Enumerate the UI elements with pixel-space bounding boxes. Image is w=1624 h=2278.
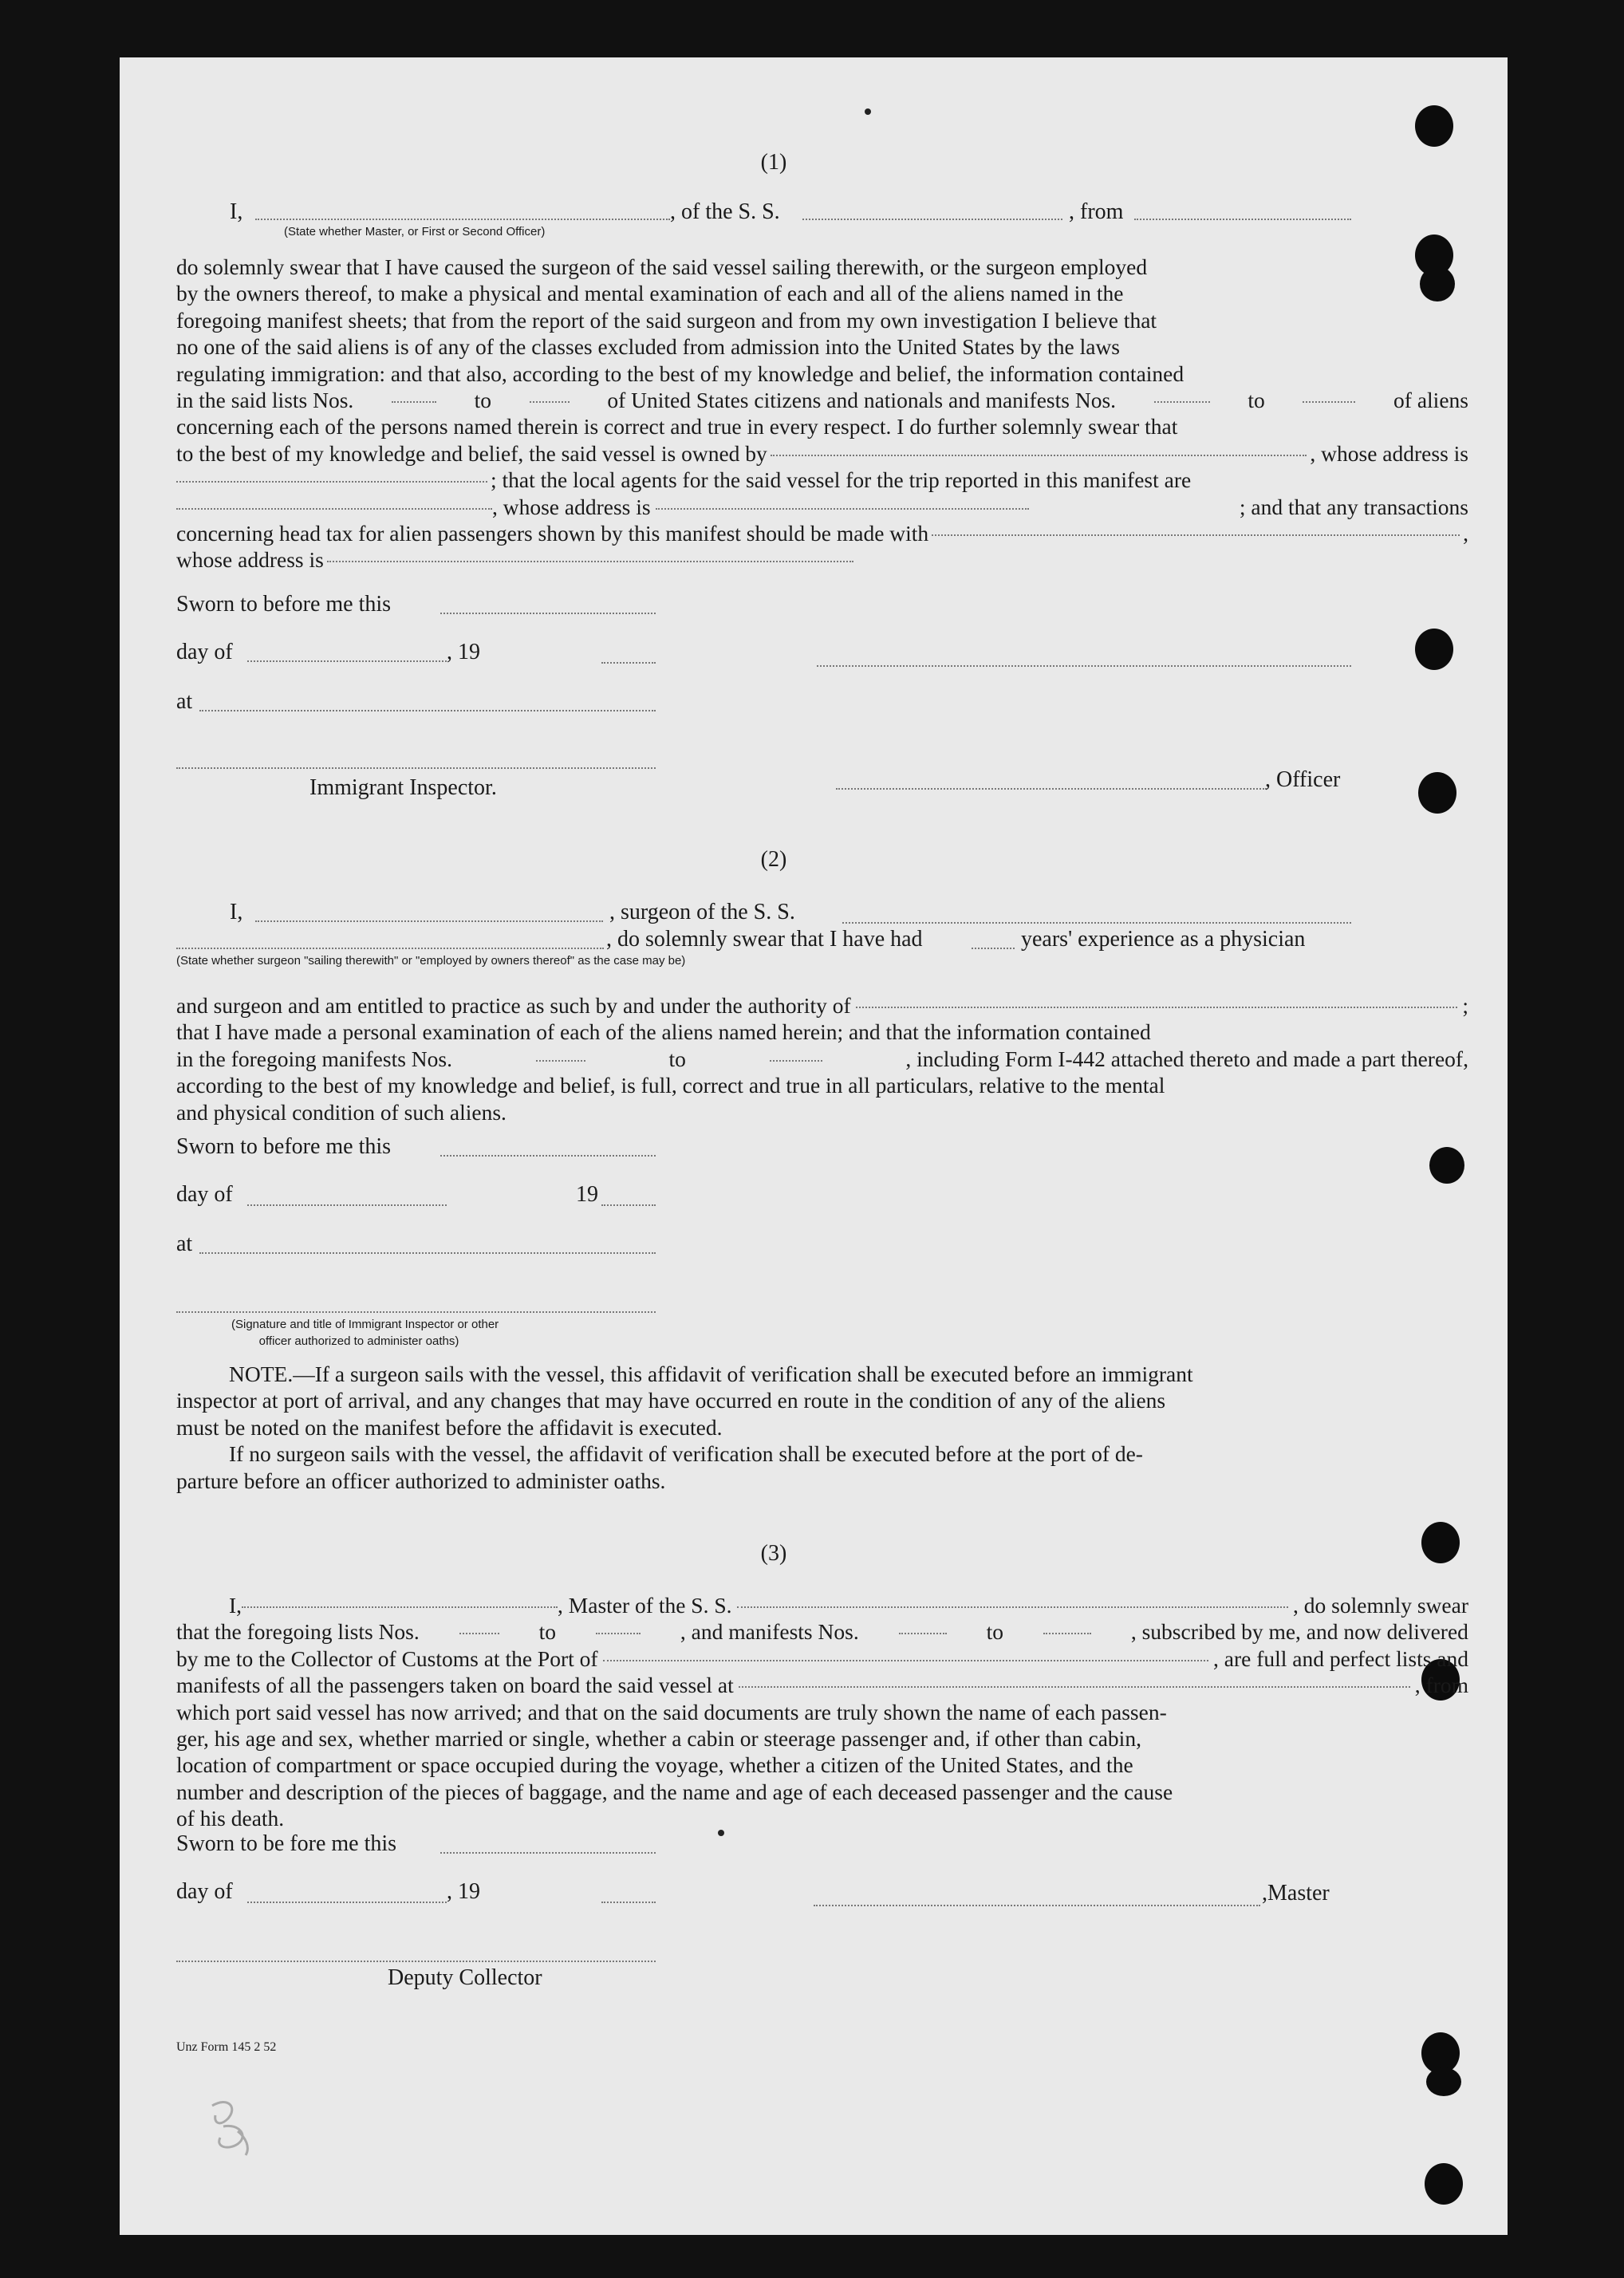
owner-address-field[interactable] [176, 467, 487, 483]
years-experience-label: years' experience as a physician [1021, 927, 1306, 952]
section-3-number: (3) [760, 1541, 787, 1566]
sworn-place-field-2[interactable] [199, 1252, 656, 1254]
punch-hole [1429, 1147, 1464, 1184]
head-tax-contact-field[interactable] [932, 520, 1460, 536]
form-page [120, 57, 1508, 2235]
ink-dot [865, 108, 871, 115]
surgeon-of-label: , surgeon of the S. S. [609, 900, 795, 924]
day-of-label-3: day of [176, 1879, 233, 1904]
sworn-day-field-2[interactable] [440, 1155, 656, 1157]
at-label: at [176, 689, 193, 714]
master-name-field[interactable] [242, 1592, 558, 1608]
of-the-ss-label: , of the S. S. [670, 199, 780, 224]
deputy-signature-field[interactable] [176, 1961, 656, 1962]
alien-manifest-to-field[interactable] [1303, 387, 1355, 403]
immigrant-inspector-caption: Immigrant Inspector. [309, 775, 497, 800]
section-2-oath-text: and surgeon and am entitled to practice as such by and under the authority of ; that I have made a personal examination of each of the aliens named herein; and that the information contained in the foregoing manifests Nos. to , including Form I-442 attached thereto and made a part thereof, according to the best of my knowledge and belief, is full, correct and true in all particulars, relative to the mental and physical condition of such aliens. [176, 993, 1468, 1125]
customs-port-field[interactable] [603, 1645, 1209, 1661]
sworn-year-field-2[interactable] [601, 1204, 656, 1206]
surgeon-status-note: (State whether surgeon "sailing therewith" or "employed by owners thereof" as the case may be) [176, 954, 686, 968]
master-label: ,Master [1262, 1881, 1330, 1906]
local-agents-field[interactable] [176, 494, 492, 510]
surgeon-ship-field[interactable] [842, 922, 1351, 924]
sworn-day-field[interactable] [440, 613, 656, 614]
surgeon-status-field[interactable] [176, 948, 604, 949]
sworn-before-label: Sworn to before me this [176, 592, 392, 617]
punch-hole [1418, 772, 1456, 814]
section-1-number: (1) [760, 150, 787, 175]
surgeon-manifest-from-field[interactable] [536, 1046, 585, 1062]
manifests-to-field[interactable] [1043, 1618, 1091, 1634]
manifests-from-field[interactable] [899, 1618, 947, 1634]
sworn-day-field-3[interactable] [440, 1852, 656, 1854]
lists-from-field[interactable] [459, 1618, 499, 1634]
section-1-oath-text: do solemnly swear that I have caused the surgeon of the said vessel sailing therewith, or the surgeon employed by the owners thereof, to make a physical and mental examination of each and all of the aliens named in the foregoing manifest sheets; that from the report of the said surgeon and from my own investigation I believe that no one of the said aliens is of any of the classes excluded from admission into the United States by the laws regulating immigration: and that also, according to the best of my knowledge and belief, the information contained in the said lists Nos. to of United States citizens and nationals and manifests Nos. to of aliens concerning each of the persons named therein is correct and true in every respect. I do further solemnly swear that to the best of my knowledge and belief, the said vessel is owned by , whose address is ; that the local agents for the said vessel for the trip reported in this manifest are , whose address is ; and that any transactions concerning head tax for alien passengers shown by this manifest should be made with , whose address is [176, 254, 1468, 573]
surgeon-swear-label: , do solemnly swear that I have had [606, 927, 923, 952]
officer-title-field[interactable] [836, 788, 1267, 790]
lists-to-field[interactable] [596, 1618, 641, 1634]
practice-authority-field[interactable] [856, 992, 1458, 1008]
day-of-label-2: day of [176, 1182, 233, 1207]
punch-hole [1415, 105, 1453, 147]
punch-hole [1425, 2163, 1463, 2205]
punch-hole [1426, 2067, 1461, 2096]
head-tax-address-field[interactable] [327, 546, 853, 562]
officer-i-label: I, [230, 199, 243, 224]
year-label-2: 19 [576, 1182, 598, 1207]
note-text: NOTE.—If a surgeon sails with the vessel, this affidavit of verification shall be executed before an immigrant inspector at port of arrival, and any changes that may have occurred en route in the condition of any of the aliens must be noted on the manifest before the affidavit is executed. If no surgeon sails with the vessel, the affidavit of verification shall be executed before at the port of de- parture before an officer authorized to administer oaths. [176, 1362, 1193, 1493]
citizen-list-from-field[interactable] [392, 387, 436, 403]
year-label: , 19 [447, 640, 480, 664]
years-experience-field[interactable] [972, 948, 1015, 949]
year-label-3: , 19 [447, 1879, 480, 1904]
sworn-month-field-3[interactable] [247, 1902, 447, 1903]
surgeon-i-label: I, [230, 900, 243, 924]
surgeon-manifest-to-field[interactable] [770, 1046, 822, 1062]
officer-name-field[interactable] [255, 219, 670, 220]
officer-signature-field[interactable] [817, 665, 1351, 667]
boarding-port-field[interactable] [739, 1672, 1410, 1688]
sworn-before-label-2: Sworn to before me this [176, 1134, 392, 1159]
officer-rank-note: (State whether Master, or First or Second Officer) [284, 225, 546, 238]
deputy-collector-caption: Deputy Collector [388, 1965, 542, 1990]
surgeon-name-field[interactable] [255, 920, 603, 922]
master-signature-field[interactable] [814, 1905, 1260, 1906]
alien-manifest-from-field[interactable] [1154, 387, 1210, 403]
signature-note: (Signature and title of Immigrant Inspector or other officer authorized to administer oaths) [231, 1318, 499, 1348]
sworn-year-field[interactable] [601, 662, 656, 664]
officer-label: , Officer [1265, 767, 1341, 792]
section-3-oath-text: I, , Master of the S. S. , do solemnly swear that the foregoing lists Nos. to , and manifests Nos. to , subscribed by me, and now delivered by me to the Collector of Customs at the Port of , are full and perfect lists and manifests of all the passengers taken on board the said vessel at , from which port said vessel has now arrived; and that on the said documents are truly shown the name of each passen- ger, his age and sex, whether married or single, whether a cabin or steerage passenger and, if other than cabin, location of compartment or space occupied during the voyage, whether a citizen of the United States, and the number and description of the pieces of baggage, and the name and age of each deceased passenger and the cause of his death. [176, 1593, 1468, 1831]
from-port-field[interactable] [1134, 219, 1351, 220]
master-ship-field[interactable] [737, 1592, 1289, 1608]
punch-hole [1421, 1522, 1460, 1563]
inspector-signature-field-2[interactable] [176, 1311, 656, 1313]
from-label: , from [1069, 199, 1124, 224]
day-of-label: day of [176, 640, 233, 664]
sworn-month-field[interactable] [247, 660, 447, 662]
ship-name-field[interactable] [802, 219, 1062, 220]
form-id: Unz Form 145 2 52 [176, 2040, 277, 2054]
agents-address-field[interactable] [656, 494, 1029, 510]
section-2-number: (2) [760, 847, 787, 872]
citizen-list-to-field[interactable] [530, 387, 570, 403]
sworn-month-field-2[interactable] [247, 1204, 447, 1206]
sworn-year-field-3[interactable] [601, 1902, 656, 1903]
sworn-place-field[interactable] [199, 710, 656, 711]
punch-hole [1415, 629, 1453, 670]
vessel-owner-field[interactable] [771, 440, 1307, 456]
at-label-2: at [176, 1232, 193, 1256]
inspector-signature-field[interactable] [176, 767, 656, 769]
sworn-before-label-3: Sworn to be fore me this [176, 1831, 397, 1856]
handwritten-mark [196, 2091, 268, 2163]
